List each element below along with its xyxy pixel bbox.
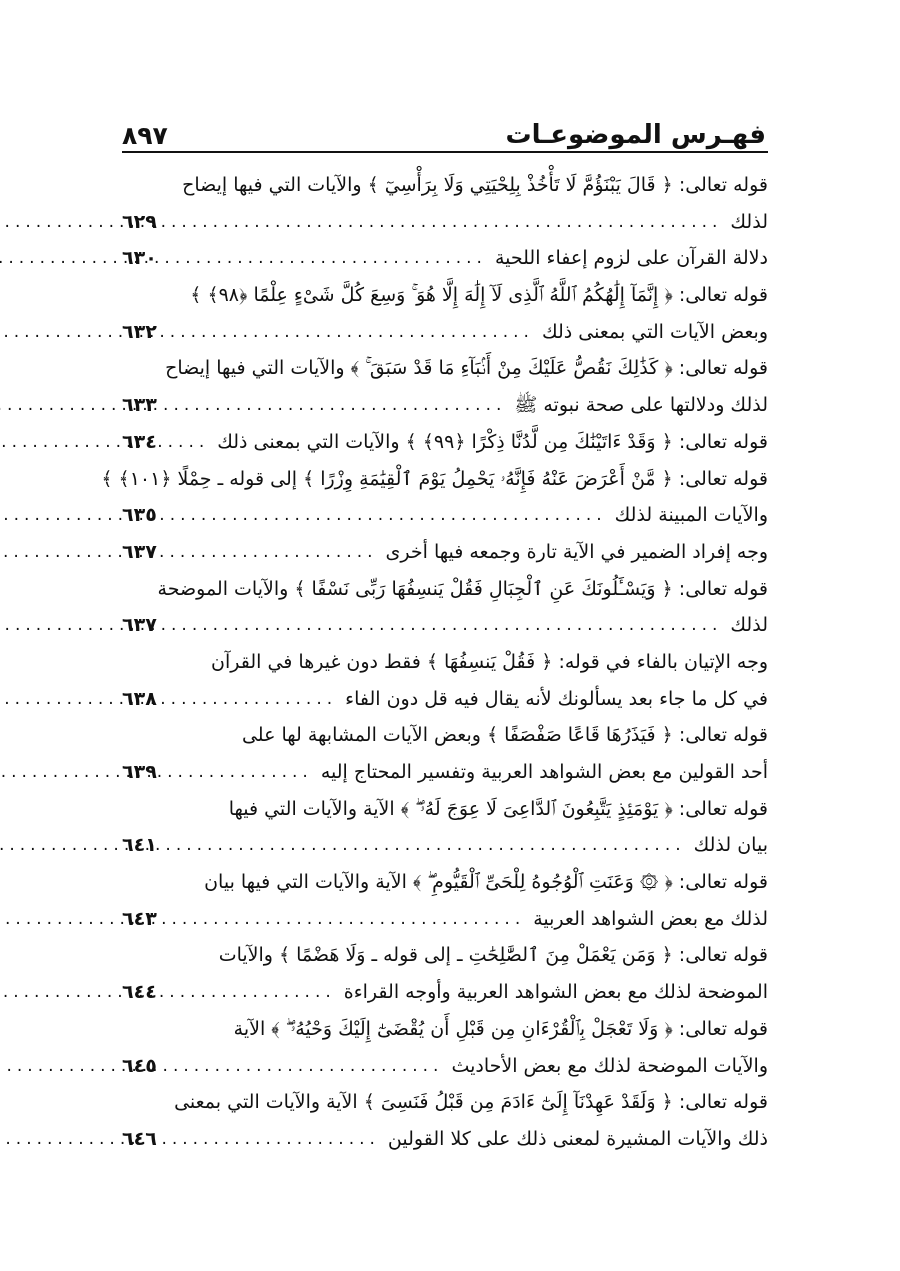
dot-leader <box>165 607 723 644</box>
entry-text: قوله تعالى: ﴿ يَوْمَئِذٍ يَتَّبِعُونَ ٱلدَّاعِىَ لَا عِوَجَ لَهُۥ ۖ ﴾ الآية والآيات التي فيها <box>228 797 768 820</box>
toc-text-line <box>122 571 768 608</box>
dot-leader <box>165 314 534 351</box>
header-title: فهـرس الموضوعـات <box>505 120 766 150</box>
dot-leader <box>165 1121 380 1158</box>
entry-page-number: ٦٣٧ <box>122 540 157 563</box>
dot-leader <box>165 424 209 461</box>
entry-text: والآيات المبينة لذلك <box>614 504 768 527</box>
entry-text: قوله تعالى: ﴿ مَّنْ أَعْرَضَ عَنْهُ فَإِنَّهُۥ يَحْمِلُ يَوْمَ ٱلْقِيَٰمَةِ وِزْرًا ﴾ إلى قوله ـ حِمْلًا ﴿١٠١﴾ ﴾ <box>101 467 768 490</box>
dot-leader <box>165 534 378 571</box>
header-divider <box>122 151 768 153</box>
toc-entry-line <box>122 387 768 424</box>
entry-text: لذلك <box>730 614 768 637</box>
toc-entry-line <box>122 314 768 351</box>
dot-leader <box>165 240 487 277</box>
toc-text-line <box>122 277 768 314</box>
toc-entry-line <box>122 754 768 791</box>
toc-entry-line <box>122 681 768 718</box>
entry-text: قوله تعالى: ﴿ فَيَذَرُهَا قَاعًا صَفْصَفًا ﴾ وبعض الآيات المشابهة لها على <box>241 724 768 747</box>
dot-leader <box>165 204 723 241</box>
entry-text: بيان لذلك <box>693 834 768 857</box>
dot-leader <box>165 497 607 534</box>
entry-text: لذلك مع بعض الشواهد العربية <box>533 907 768 930</box>
toc-text-line <box>122 791 768 828</box>
toc-entry-line <box>122 240 768 277</box>
header-page-number: ٨٩٧ <box>122 121 168 150</box>
toc-text-line <box>122 350 768 387</box>
entry-text: قوله تعالى: ﴿ إِنَّمَآ إِلَٰهُكُمُ ٱللَّهُ ٱلَّذِى لَآ إِلَٰهَ إِلَّا هُوَ ۚ وَسِعَ كُلَّ شَىْءٍ عِلْمًا ﴿٩٨﴾ ﴾ <box>190 284 768 307</box>
entry-text: قوله تعالى: ﴿ كَذَٰلِكَ نَقُصُّ عَلَيْكَ مِنْ أَنۢبَآءِ مَا قَدْ سَبَقَ ۚ ﴾ والآيات التي فيها إيضاح <box>165 357 768 380</box>
toc-text-line <box>122 644 768 681</box>
entry-page-number: ٦٣٣ <box>122 394 157 417</box>
toc-body <box>101 167 768 1158</box>
entry-page-number: ٦٤١ <box>122 834 157 857</box>
toc-entry-line <box>122 607 768 644</box>
entry-text: ذلك والآيات المشيرة لمعنى ذلك على كلا القولين <box>387 1127 768 1150</box>
entry-text: في كل ما جاء بعد يسألونك لأنه يقال فيه قل دون الفاء <box>345 687 768 710</box>
entry-text: وبعض الآيات التي بمعنى ذلك <box>541 320 768 343</box>
dot-leader <box>165 387 507 424</box>
dot-leader <box>165 1048 444 1085</box>
toc-entry-line <box>122 974 768 1011</box>
toc-entry-line <box>122 901 768 938</box>
dot-leader <box>165 681 337 718</box>
entry-page-number: ٦٣٤ <box>122 430 157 453</box>
entry-text: قوله تعالى: ﴿ ۞ وَعَنَتِ ٱلْوُجُوهُ لِلْحَىِّ ٱلْقَيُّومِ ۖ ﴾ الآية والآيات التي فيها بيان <box>204 871 768 894</box>
entry-page-number: ٦٤٤ <box>122 981 157 1004</box>
page-header <box>122 112 766 150</box>
entry-text: قوله تعالى: ﴿ وَلَا تَعْجَلْ بِٱلْقُرْءَانِ مِن قَبْلِ أَن يُقْضَىٰٓ إِلَيْكَ وَحْيُهُۥ ۖ ﴾ الآية <box>233 1017 768 1040</box>
entry-page-number: ٦٣٨ <box>122 687 157 710</box>
entry-text: قوله تعالى: ﴿ وَقَدْ ءَاتَيْنَٰكَ مِن لَّدُنَّا ذِكْرًا ﴿٩٩﴾ ﴾ والآيات التي بمعنى ذلك <box>217 430 768 453</box>
entry-page-number: ٦٤٥ <box>122 1054 157 1077</box>
entry-text: لذلك <box>730 210 768 233</box>
entry-page-number: ٦٣٢ <box>122 320 157 343</box>
dot-leader <box>165 901 525 938</box>
entry-page-number: ٦٤٦ <box>122 1127 157 1150</box>
toc-entry-line <box>122 534 768 571</box>
toc-text-line <box>122 1011 768 1048</box>
toc-text-line <box>122 167 768 204</box>
toc-text-line <box>122 717 768 754</box>
entry-page-number: ٦٣٥ <box>122 504 157 527</box>
toc-text-line <box>101 461 768 498</box>
entry-text: قوله تعالى: ﴿ وَيَسْـَٔلُونَكَ عَنِ ٱلْجِبَالِ فَقُلْ يَنسِفُهَا رَبِّى نَسْفًا ﴾ والآيات الموضحة <box>157 577 768 600</box>
toc-entry-line <box>122 827 768 864</box>
entry-text: قوله تعالى: ﴿ قَالَ يَبْنَؤُمَّ لَا تَأْخُذْ بِلِحْيَتِي وَلَا بِرَأْسِيٓ ﴾ والآيات التي فيها إيضاح <box>182 174 768 196</box>
dot-leader <box>165 974 336 1011</box>
entry-text: أحد القولين مع بعض الشواهد العربية وتفسير المحتاج إليه <box>320 761 768 783</box>
entry-text: قوله تعالى: ﴿ وَمَن يَعْمَلْ مِنَ ٱلصَّٰلِحَٰتِ ـ إلى قوله ـ وَلَا هَضْمًا ﴾ والآيات <box>218 944 768 967</box>
entry-text: وجه إفراد الضمير في الآية تارة وجمعه فيها أخرى <box>385 540 768 563</box>
dot-leader <box>165 754 313 791</box>
entry-page-number: ٦٣٠ <box>122 247 157 270</box>
toc-text-line <box>122 864 768 901</box>
toc-entry-line <box>122 1121 768 1158</box>
entry-page-number: ٦٣٩ <box>122 761 157 783</box>
toc-entry-line <box>122 204 768 241</box>
toc-entry-line <box>122 424 768 461</box>
dot-leader <box>165 827 686 864</box>
entry-page-number: ٦٤٣ <box>122 907 157 930</box>
entry-text: قوله تعالى: ﴿ وَلَقَدْ عَهِدْنَآ إِلَىٰٓ ءَادَمَ مِن قَبْلُ فَنَسِىَ ﴾ الآية والآيات التي بمعنى <box>174 1091 768 1114</box>
toc-entry-line <box>122 1048 768 1085</box>
toc-entry-line <box>122 497 768 534</box>
entry-text: دلالة القرآن على لزوم إعفاء اللحية <box>494 247 768 270</box>
entry-page-number: ٦٣٧ <box>122 614 157 637</box>
entry-text: الموضحة لذلك مع بعض الشواهد العربية وأوجه القراءة <box>343 981 768 1004</box>
entry-text: لذلك ودلالتها على صحة نبوته ﷺ <box>514 394 768 417</box>
entry-text: والآيات الموضحة لذلك مع بعض الأحاديث <box>451 1054 768 1077</box>
toc-text-line <box>122 1084 768 1121</box>
entry-page-number: ٦٢٩ <box>122 210 157 233</box>
toc-text-line <box>122 937 768 974</box>
entry-text: وجه الإتيان بالفاء في قوله: ﴿ فَقُلْ يَنسِفُهَا ﴾ فقط دون غيرها في القرآن <box>211 650 768 673</box>
